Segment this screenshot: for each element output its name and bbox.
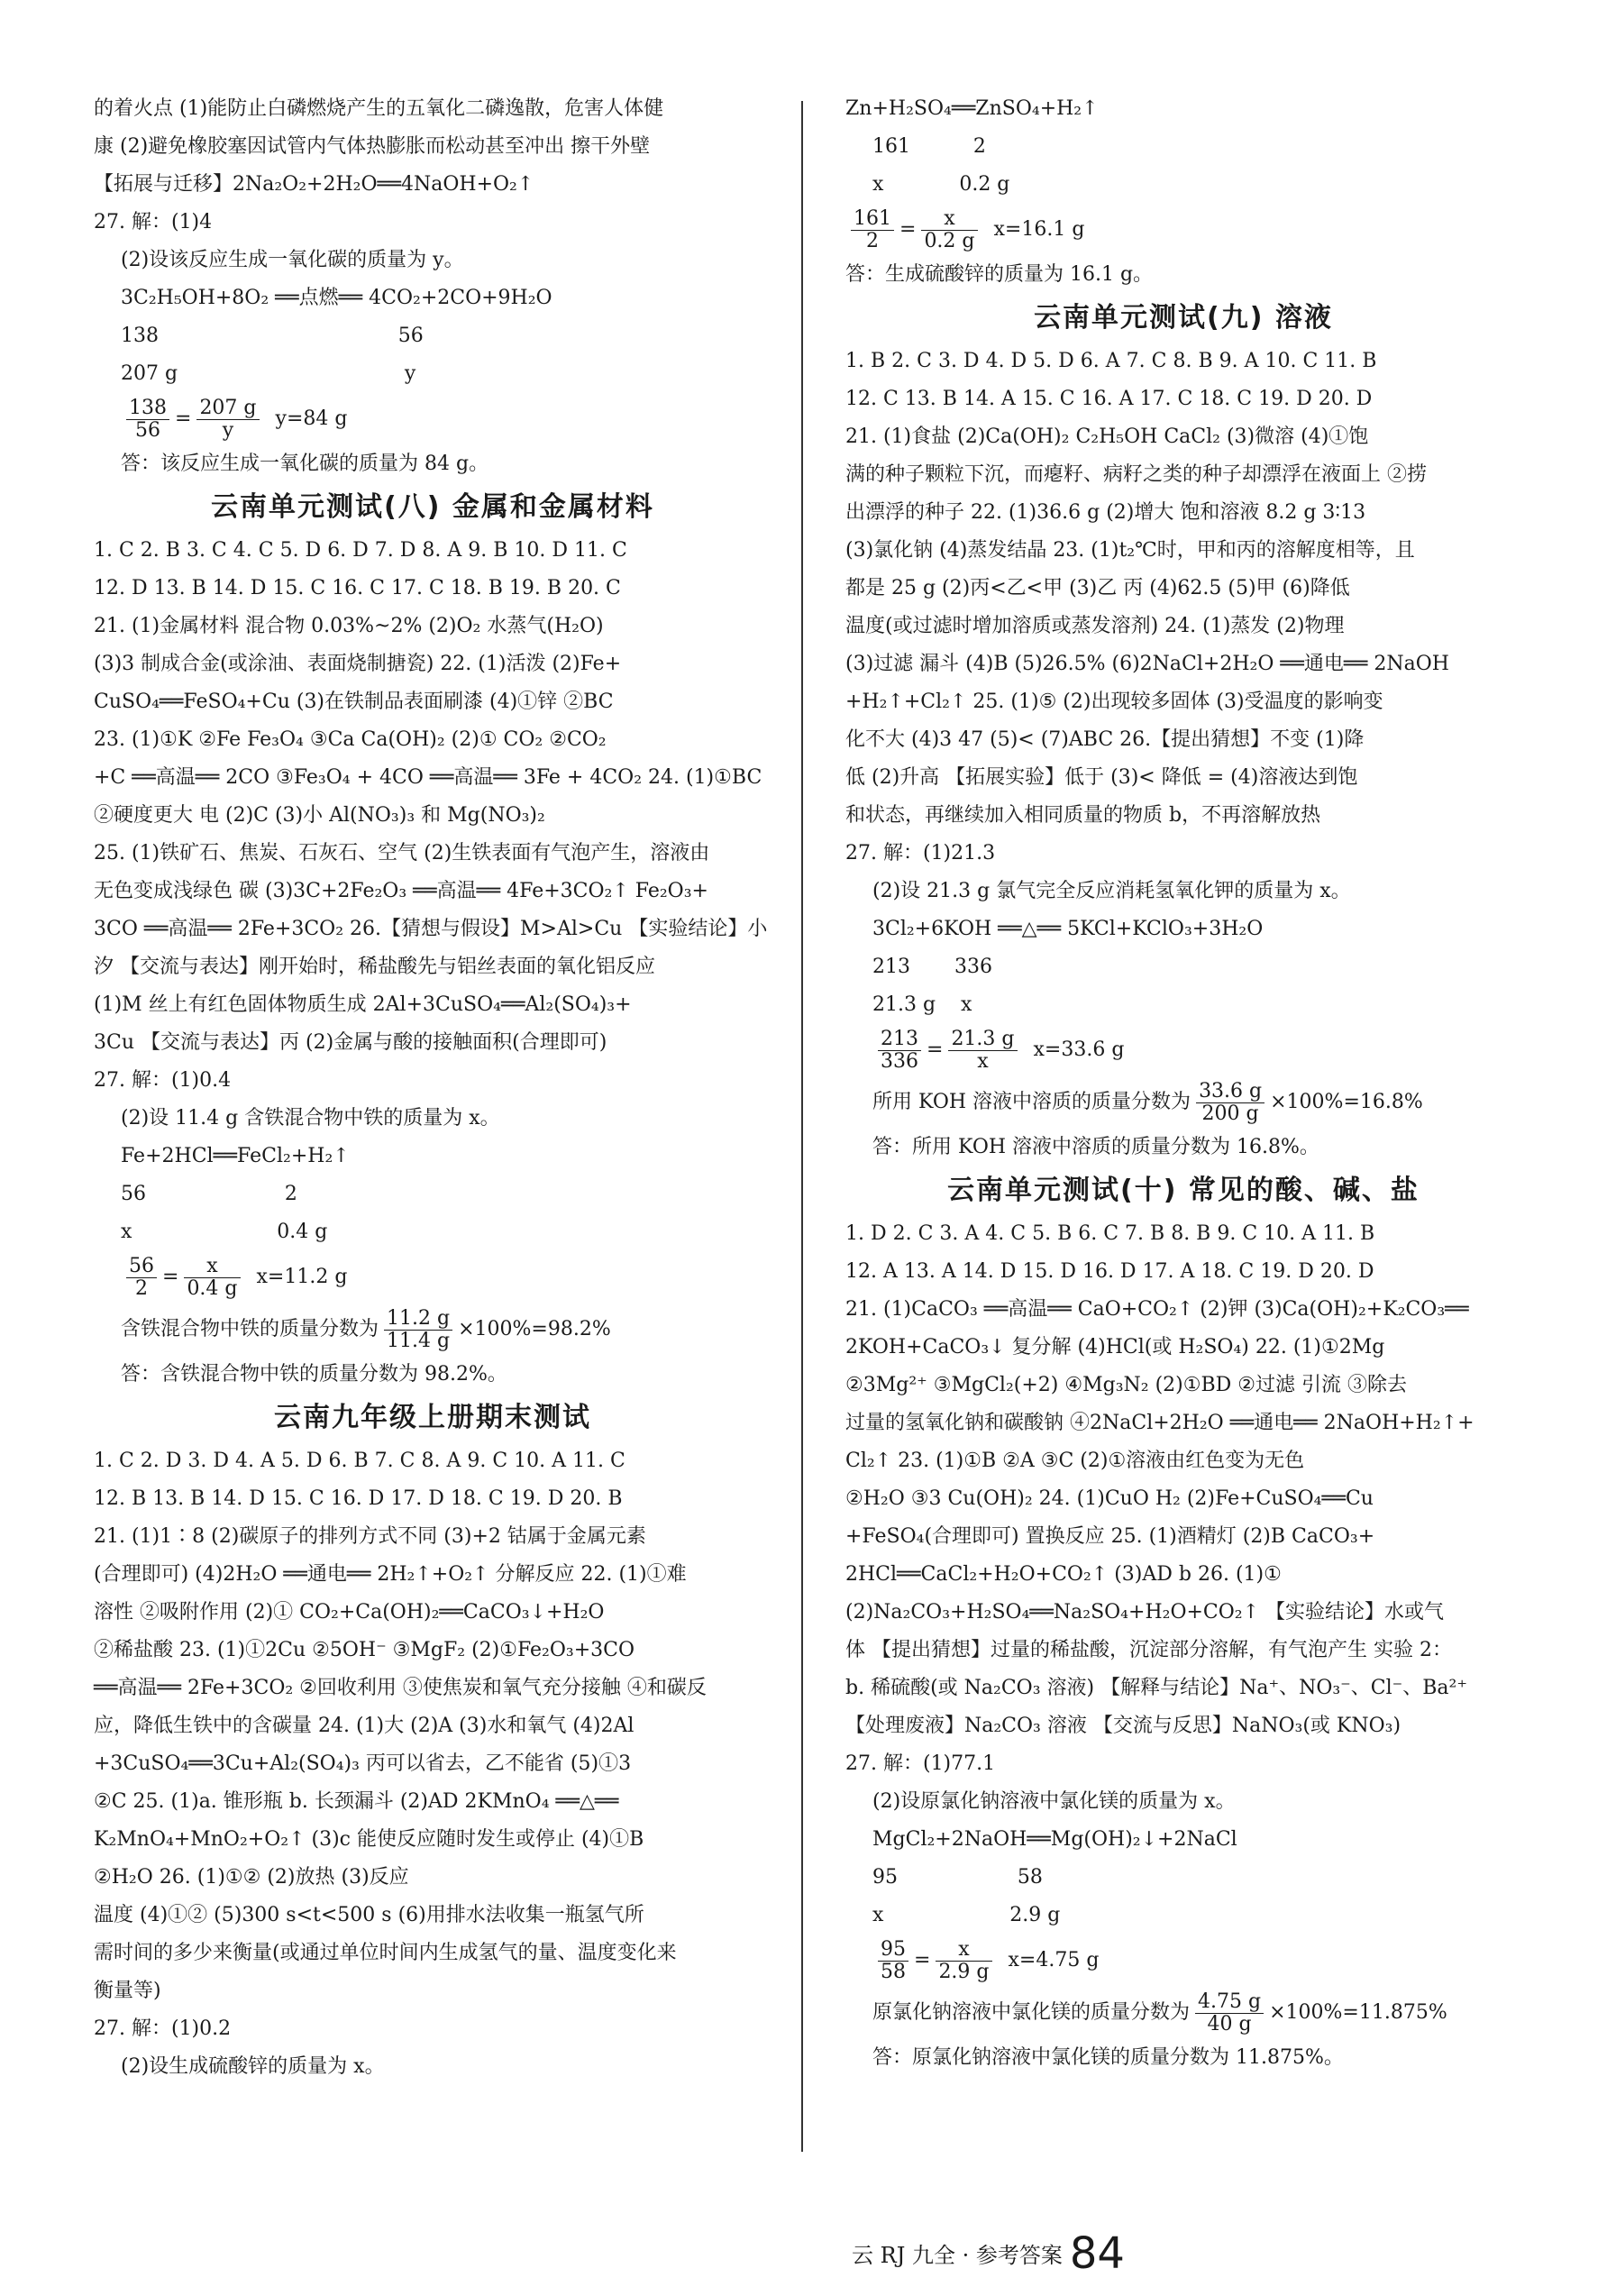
text-line: 衡量等) bbox=[94, 1980, 161, 2002]
text-line: 答：含铁混合物中铁的质量分数为 98.2%。 bbox=[121, 1363, 507, 1386]
text-line: 答：所用 KOH 溶液中溶质的质量分数为 16.8%。 bbox=[872, 1136, 1319, 1158]
text-line: ②C 25. (1)a. 锥形瓶 b. 长颈漏斗 (2)AD 2KMnO₄ ══△══ bbox=[94, 1790, 619, 1813]
text-line: 温度(或过滤时增加溶质或蒸发溶剂) 24. (1)蒸发 (2)物理 bbox=[845, 615, 1345, 637]
text-line: (合理即可) (4)2H₂O ══通电══ 2H₂↑+O₂↑ 分解反应 22. (1)①难 bbox=[94, 1563, 687, 1586]
text-line: 无色变成浅绿色 碳 (3)3C+2Fe₂O₃ ══高温══ 4Fe+3CO₂↑ Fe₂O₃+ bbox=[94, 880, 708, 902]
text-line: 过量的氢氧化钠和碳酸钠 ④2NaCl+2H₂O ══通电══ 2NaOH+H₂↑+ bbox=[845, 1412, 1474, 1434]
text-line: 2HCl══CaCl₂+H₂O+CO₂↑ (3)AD b 26. (1)① bbox=[845, 1563, 1282, 1586]
fraction: $\frac{56}{2}$ bbox=[126, 1256, 157, 1300]
text-line: 2KOH+CaCO₃↓ 复分解 (4)HCl(或 H₂SO₄) 22. (1)①2Mg bbox=[845, 1336, 1385, 1358]
text-line: 应，降低生铁中的含碳量 24. (1)大 (2)A (3)水和氧气 (4)2Al bbox=[94, 1715, 635, 1737]
equation: 213 336 bbox=[872, 956, 992, 978]
text-line: 1. C 2. B 3. C 4. C 5. D 6. D 7. D 8. A 9. B 10. D 11. C bbox=[94, 539, 627, 562]
text-line: 3CO ══高温══ 2Fe+3CO₂ 26.【猜想与假设】M>Al>Cu 【实验结论】小 bbox=[94, 918, 768, 940]
text-line: 27. 解：(1)0.2 bbox=[94, 2017, 232, 2040]
text-line: 25. (1)铁矿石、焦炭、石灰石、空气 (2)生铁表面有气泡产生，溶液由 bbox=[94, 842, 710, 864]
equation: 161 2 bbox=[872, 135, 986, 158]
fraction: $\frac{213}{336}$ bbox=[878, 1029, 921, 1073]
section-heading: 云南单元测试(九) 溶液 bbox=[1034, 302, 1333, 334]
section-heading: 云南单元测试(十) 常见的酸、碱、盐 bbox=[947, 1175, 1420, 1206]
page-number: 84 bbox=[1069, 2228, 1125, 2279]
text-line: 满的种子颗粒下沉，而瘪籽、病籽之类的种子却漂浮在液面上 ②捞 bbox=[845, 463, 1427, 486]
equation: Fe+2HCl══FeCl₂+H₂↑ bbox=[121, 1145, 350, 1167]
text-line: (2)设 11.4 g 含铁混合物中铁的质量为 x。 bbox=[121, 1107, 500, 1130]
right-column bbox=[845, 90, 1521, 2077]
text-line: 和状态，再继续加入相同质量的物质 b，不再溶解放热 bbox=[845, 804, 1321, 827]
text-line: Cl₂↑ 23. (1)①B ②A ③C (2)①溶液由红色变为无色 bbox=[845, 1450, 1305, 1472]
column-divider bbox=[801, 101, 803, 2152]
text-line: 21. (1)CaCO₃ ══高温══ CaO+CO₂↑ (2)钾 (3)Ca(OH)₂+K₂CO₃══ bbox=[845, 1298, 1469, 1321]
text-line: 【处理废液】Na₂CO₃ 溶液 【交流与反思】NaNO₃(或 KNO₃) bbox=[845, 1715, 1401, 1737]
text-line: 体 【提出猜想】过量的稀盐酸，沉淀部分溶解，有气泡产生 实验 2： bbox=[845, 1639, 1452, 1661]
page-footer bbox=[852, 2228, 1125, 2279]
equation: MgCl₂+2NaOH══Mg(OH)₂↓+2NaCl bbox=[872, 1828, 1237, 1851]
fraction-line: $\frac{138}{56}$ = $\frac{207 g}{y}$ y=84 g bbox=[94, 393, 771, 445]
text-line: 21. (1)食盐 (2)Ca(OH)₂ C₂H₅OH CaCl₂ (3)微溶 (4)①饱 bbox=[845, 425, 1369, 448]
fraction-line: 所用 KOH 溶液中溶质的质量分数为 $\frac{33.6 g}{200 g}$ ×100%=16.8% bbox=[872, 1079, 1423, 1125]
text-line: ②3Mg²⁺ ③MgCl₂(+2) ④Mg₃N₂ (2)①BD ②过滤 引流 ③除去 bbox=[845, 1374, 1407, 1396]
text-line: 23. (1)①K ②Fe Fe₃O₄ ③Ca Ca(OH)₂ (2)① CO₂ ②CO₂ bbox=[94, 728, 607, 751]
text-line: 的着火点 (1)能防止白磷燃烧产生的五氧化二磷逸散，危害人体健 bbox=[94, 97, 664, 120]
text-line: 1. B 2. C 3. D 4. D 5. D 6. A 7. C 8. B 9. A 10. C 11. B bbox=[845, 350, 1377, 372]
fraction: $\frac{95}{58}$ bbox=[878, 1939, 908, 1983]
text-line: CuSO₄══FeSO₄+Cu (3)在铁制品表面刷漆 (4)①锌 ②BC bbox=[94, 691, 614, 713]
text-line: (2)设该反应生成一氧化碳的质量为 y。 bbox=[121, 249, 464, 271]
text-line: b. 稀硫酸(或 Na₂CO₃ 溶液) 【解释与结论】Na⁺、NO₃⁻、Cl⁻、Ba²⁺ bbox=[845, 1677, 1467, 1699]
text-line: ②稀盐酸 23. (1)①2Cu ②5OH⁻ ③MgF₂ (2)①Fe₂O₃+3CO bbox=[94, 1639, 635, 1661]
text-line: 27. 解：(1)21.3 bbox=[845, 842, 996, 864]
fraction: $\frac{11.2 g}{11.4 g}$ bbox=[384, 1308, 452, 1352]
text-line: 康 (2)避免橡胶塞因试管内气体热膨胀而松动甚至冲出 擦干外壁 bbox=[94, 135, 651, 158]
fraction-line: 含铁混合物中铁的质量分数为 $\frac{11.2 g}{11.4 g}$ ×100%=98.2% bbox=[121, 1306, 611, 1352]
text-line: +FeSO₄(合理即可) 置换反应 25. (1)酒精灯 (2)B CaCO₃+ bbox=[845, 1525, 1375, 1548]
text-line: (2)设生成硫酸锌的质量为 x。 bbox=[121, 2055, 385, 2078]
equation: x 0.4 g bbox=[121, 1221, 328, 1243]
text-line: +H₂↑+Cl₂↑ 25. (1)⑤ (2)出现较多固体 (3)受温度的影响变 bbox=[845, 691, 1383, 713]
equation: 3C₂H₅OH+8O₂ ══点燃══ 4CO₂+2CO+9H₂O bbox=[121, 287, 552, 309]
equation: Zn+H₂SO₄══ZnSO₄+H₂↑ bbox=[845, 97, 1099, 120]
text-line: +3CuSO₄══3Cu+Al₂(SO₄)₃ 丙可以省去，乙不能省 (5)①3 bbox=[94, 1752, 632, 1775]
fraction: $\frac{21.3 g}{x}$ bbox=[948, 1029, 1017, 1073]
equation: 207 g y bbox=[121, 362, 416, 385]
text-line: 1. D 2. C 3. A 4. C 5. B 6. C 7. B 8. B 9. C 10. A 11. B bbox=[845, 1222, 1375, 1245]
text-line: ══高温══ 2Fe+3CO₂ ②回收利用 ③使焦炭和氧气充分接触 ④和碳反 bbox=[94, 1677, 707, 1699]
text-line: 21. (1)金属材料 混合物 0.03%~2% (2)O₂ 水蒸气(H₂O) bbox=[94, 615, 604, 637]
text-line: 12. D 13. B 14. D 15. C 16. C 17. C 18. B 19. B 20. C bbox=[94, 577, 621, 599]
text-line: ②硬度更大 电 (2)C (3)小 Al(NO₃)₃ 和 Mg(NO₃)₂ bbox=[94, 804, 545, 827]
text-line: 12. A 13. A 14. D 15. D 16. D 17. A 18. C 19. D 20. D bbox=[845, 1260, 1374, 1283]
fraction-line: $\frac{56}{2}$ = $\frac{x}{0.4 g}$ x=11.2 g bbox=[94, 1251, 771, 1304]
text-line: (2)设 21.3 g 氯气完全反应消耗氢氧化钾的质量为 x。 bbox=[872, 880, 1351, 902]
text-line: 需时间的多少来衡量(或通过单位时间内生成氢气的量、温度变化来 bbox=[94, 1942, 677, 1964]
text-line: (1)M 丝上有红色固体物质生成 2Al+3CuSO₄══Al₂(SO₄)₃+ bbox=[94, 993, 632, 1016]
text-line: (3)3 制成合金(或涂油、表面烧制搪瓷) 22. (1)活泼 (2)Fe+ bbox=[94, 653, 622, 675]
text-line: 低 (2)升高 【拓展实验】低于 (3)< 降低 = (4)溶液达到饱 bbox=[845, 766, 1358, 789]
text-line: 12. B 13. B 14. D 15. C 16. D 17. D 18. C 19. D 20. B bbox=[94, 1487, 623, 1510]
text-line: 出漂浮的种子 22. (1)36.6 g (2)增大 饱和溶液 8.2 g 3∶13 bbox=[845, 501, 1366, 524]
fraction-line: $\frac{213}{336}$ = $\frac{21.3 g}{x}$ x=33.6 g bbox=[845, 1024, 1521, 1076]
fraction: $\frac{x}{0.4 g}$ bbox=[184, 1256, 240, 1300]
equation: x 2.9 g bbox=[872, 1904, 1061, 1926]
fraction-line: $\frac{95}{58}$ = $\frac{x}{2.9 g}$ x=4.75 g bbox=[845, 1935, 1521, 1987]
text-line: 27. 解：(1)0.4 bbox=[94, 1069, 232, 1092]
fraction: $\frac{161}{2}$ bbox=[851, 208, 894, 252]
text-line: +C ══高温══ 2CO ③Fe₃O₄ + 4CO ══高温══ 3Fe + 4CO₂ 24. (1)①BC bbox=[94, 766, 762, 789]
text-line: 温度 (4)①② (5)300 s<t<500 s (6)用排水法收集一瓶氢气所 bbox=[94, 1904, 644, 1926]
text-line: (2)Na₂CO₃+H₂SO₄══Na₂SO₄+H₂O+CO₂↑ 【实验结论】水或气 bbox=[845, 1601, 1445, 1624]
equation: x 0.2 g bbox=[872, 173, 1010, 196]
fraction: $\frac{138}{56}$ bbox=[126, 398, 169, 442]
text-line: 27. 解：(1)77.1 bbox=[845, 1752, 996, 1775]
text-line: 都是 25 g (2)丙<乙<甲 (3)乙 丙 (4)62.5 (5)甲 (6)降低 bbox=[845, 577, 1350, 599]
fraction: $\frac{x}{0.2 g}$ bbox=[921, 208, 977, 252]
fraction: $\frac{4.75 g}{40 g}$ bbox=[1195, 1991, 1264, 2035]
fraction: $\frac{x}{2.9 g}$ bbox=[936, 1939, 991, 1983]
fraction: $\frac{33.6 g}{200 g}$ bbox=[1196, 1081, 1264, 1125]
text-line: (2)设原氯化钠溶液中氯化镁的质量为 x。 bbox=[872, 1790, 1236, 1813]
section-heading: 云南九年级上册期末测试 bbox=[274, 1402, 591, 1433]
text-line: 答：原氯化钠溶液中氯化镁的质量分数为 11.875%。 bbox=[872, 2046, 1344, 2069]
equation: 95 58 bbox=[872, 1866, 1043, 1889]
text-line: ②H₂O ③3 Cu(OH)₂ 24. (1)CuO H₂ (2)Fe+CuSO₄══Cu bbox=[845, 1487, 1374, 1510]
equation: 138 56 bbox=[121, 325, 424, 347]
text-line: 3Cu 【交流与表达】丙 (2)金属与酸的接触面积(合理即可) bbox=[94, 1031, 607, 1054]
text-line: 21. (1)1∶8 (2)碳原子的排列方式不同 (3)+2 钴属于金属元素 bbox=[94, 1525, 646, 1548]
equation: 21.3 g x bbox=[872, 993, 972, 1016]
text-line: 12. C 13. B 14. A 15. C 16. A 17. C 18. C 19. D 20. D bbox=[845, 388, 1373, 410]
text-line: 1. C 2. D 3. D 4. A 5. D 6. B 7. C 8. A 9. C 10. A 11. C bbox=[94, 1450, 625, 1472]
text-line: (3)氯化钠 (4)蒸发结晶 23. (1)t₂℃时，甲和丙的溶解度相等，且 bbox=[845, 539, 1415, 562]
equation: 3Cl₂+6KOH ══△══ 5KCl+KClO₃+3H₂O bbox=[872, 918, 1264, 940]
text-line: 汐 【交流与表达】刚开始时，稀盐酸先与铝丝表面的氧化铝反应 bbox=[94, 956, 655, 978]
fraction: $\frac{207 g}{y}$ bbox=[196, 398, 259, 442]
equation: 56 2 bbox=[121, 1183, 297, 1205]
footer-label: 云 RJ 九全 · 参考答案 bbox=[852, 2243, 1063, 2268]
text-line: 【拓展与迁移】2Na₂O₂+2H₂O══4NaOH+O₂↑ bbox=[94, 173, 534, 196]
text-line: K₂MnO₄+MnO₂+O₂↑ (3)c 能使反应随时发生或停止 (4)①B bbox=[94, 1828, 644, 1851]
text-line: 答：该反应生成一氧化碳的质量为 84 g。 bbox=[121, 453, 489, 475]
fraction-line: 原氯化钠溶液中氯化镁的质量分数为 $\frac{4.75 g}{40 g}$ ×100%=11.875% bbox=[872, 1990, 1447, 2035]
text-line: 化不大 (4)3 47 (5)< (7)ABC 26.【提出猜想】不变 (1)降 bbox=[845, 728, 1365, 751]
text-line: 27. 解：(1)4 bbox=[94, 211, 213, 233]
fraction-line: $\frac{161}{2}$ = $\frac{x}{0.2 g}$ x=16.1 g bbox=[845, 204, 1521, 256]
text-line: 答：生成硫酸锌的质量为 16.1 g。 bbox=[845, 263, 1154, 286]
text-line: ②H₂O 26. (1)①② (2)放热 (3)反应 bbox=[94, 1866, 409, 1889]
section-heading: 云南单元测试(八) 金属和金属材料 bbox=[211, 491, 654, 523]
left-column bbox=[94, 90, 771, 2086]
text-line: 溶性 ②吸附作用 (2)① CO₂+Ca(OH)₂══CaCO₃↓+H₂O bbox=[94, 1601, 605, 1624]
text-line: (3)过滤 漏斗 (4)B (5)26.5% (6)2NaCl+2H₂O ══通电══ 2NaOH bbox=[845, 653, 1449, 675]
